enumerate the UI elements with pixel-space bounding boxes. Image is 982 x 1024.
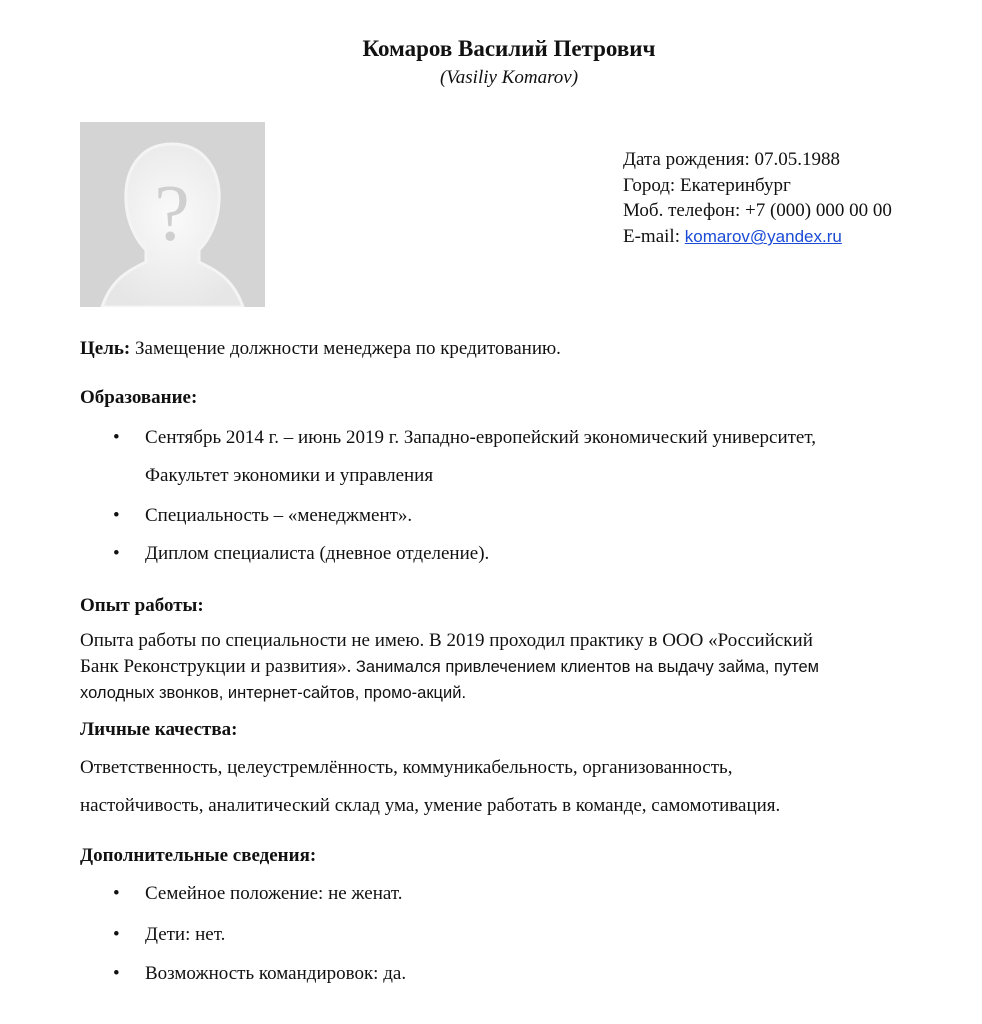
- experience-line: Банк Реконструкции и развития». Занимался привлечением клиентов на выдачу займа, путем: [80, 656, 820, 677]
- birth-date: Дата рождения: 07.05.1988: [623, 149, 840, 170]
- profile-photo-placeholder: [80, 122, 265, 307]
- experience-line: Опыта работы по специальности не имею. В 2019 проходил практику в ООО «Российский: [80, 630, 813, 651]
- person-silhouette-icon: [80, 122, 265, 307]
- additional-item: Семейное положение: не женат.: [145, 883, 403, 904]
- email-link[interactable]: komarov@yandex.ru: [684, 227, 842, 247]
- bullet-icon: •: [113, 883, 120, 904]
- resume-latin-name: (Vasiliy Komarov): [439, 67, 579, 88]
- city: Город: Екатеринбург: [623, 174, 791, 196]
- additional-item: Дети: нет.: [145, 924, 226, 945]
- qualities-heading: Личные качества:: [80, 719, 238, 740]
- phone: Моб. телефон: +7 (000) 000 00 00: [623, 200, 892, 222]
- additional-item: Возможность командировок: да.: [145, 963, 407, 984]
- goal-line: Цель: Замещение должности менеджера по кредитованию.: [80, 338, 561, 359]
- education-item: Диплом специалиста (дневное отделение).: [145, 543, 490, 564]
- svg-text:?: ?: [154, 170, 190, 258]
- email: E-mail: komarov@yandex.ru: [623, 226, 842, 248]
- bullet-icon: •: [113, 543, 120, 564]
- experience-heading: Опыт работы:: [80, 595, 204, 616]
- additional-heading: Дополнительные сведения:: [80, 845, 317, 866]
- education-item: Сентябрь 2014 г. – июнь 2019 г. Западно-европейский экономический университет,: [145, 427, 816, 448]
- bullet-icon: •: [113, 924, 120, 945]
- contact-block: [623, 147, 892, 250]
- bullet-icon: •: [113, 963, 120, 984]
- experience-line: холодных звонков, интернет-сайтов, промо-акций.: [80, 684, 467, 702]
- bullet-icon: •: [113, 427, 120, 448]
- education-item: Специальность – «менеджмент».: [145, 505, 413, 526]
- education-item: Факультет экономики и управления: [145, 465, 434, 486]
- qualities-line: Ответственность, целеустремлённость, коммуникабельность, организованность,: [80, 757, 733, 778]
- resume-name: Комаров Василий Петрович: [362, 36, 656, 61]
- education-heading: Образование:: [80, 387, 198, 408]
- qualities-line: настойчивость, аналитический склад ума, умение работать в команде, самомотивация.: [80, 795, 781, 816]
- bullet-icon: •: [113, 505, 120, 526]
